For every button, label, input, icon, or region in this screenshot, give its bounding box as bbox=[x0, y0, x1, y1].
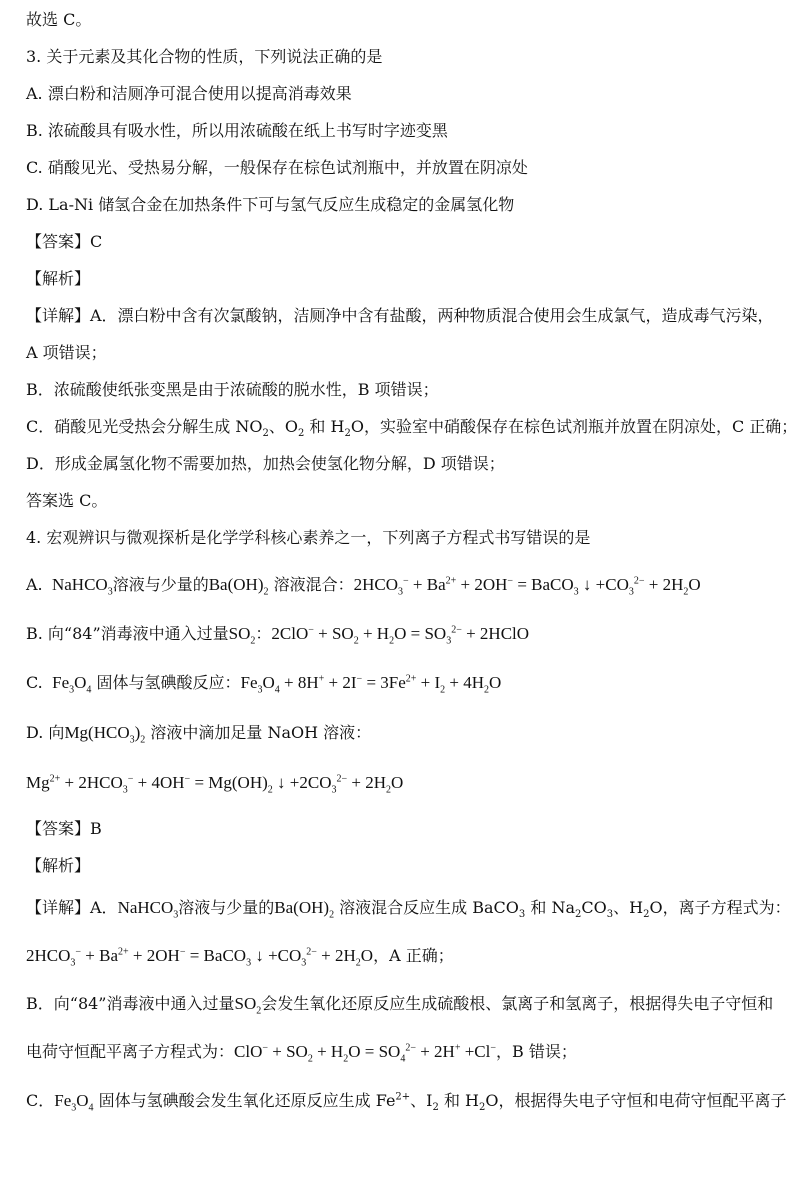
q3-option-c: C. 硝酸见光、受热易分解，一般保存在棕色试剂瓶中，并放置在阴凉处 bbox=[26, 158, 528, 177]
q4-b-colon: ： bbox=[255, 624, 272, 643]
q4-detail-a-mid1: 溶液与少量的 bbox=[178, 898, 275, 917]
q4-detail-b-line2-text: 电荷守恒配平离子方程式为： bbox=[26, 1042, 235, 1061]
so2-formula-2: $SO_2$ bbox=[234, 994, 262, 1017]
baoh2-formula-2: $Ba(OH)_2$ bbox=[274, 898, 335, 921]
q4-d-text: 溶液中滴加足量 NaOH 溶液： bbox=[150, 723, 372, 742]
q4-option-b bbox=[26, 623, 780, 645]
q4-d-equation-text: $Mg^{2+} + 2HCO_3^- + 4OH^- = Mg(OH)_2$ ↓ $+2CO_3^{2-} + 2H_2O$ bbox=[26, 773, 404, 796]
q4-detail-b-line1 bbox=[26, 993, 780, 1015]
q3-detail-a-line1: 【详解】A．漂白粉中含有次氯酸钠，洁厕净中含有盐酸，两种物质混合使用会生成氯气，造成毒气污染， bbox=[26, 306, 774, 325]
q4-d-label: D. 向 bbox=[26, 723, 65, 742]
nahco3-formula-2: NaHCO$_3$ bbox=[117, 898, 179, 921]
nahco3-formula: NaHCO$_3$ bbox=[47, 575, 113, 598]
q4-detail-c-pre: C． bbox=[26, 1091, 55, 1110]
q4-detail-a-post: O，离子方程式为： bbox=[649, 898, 791, 917]
q4-detail-a-mid2: 溶液混合反应生成 BaCO bbox=[339, 898, 519, 917]
previous-conclusion: 故选 C。 bbox=[26, 10, 92, 29]
q4-a-label: A. bbox=[26, 575, 43, 594]
q3-detail-b: B．浓硫酸使纸张变黑是由于浓硫酸的脱水性，B 项错误； bbox=[26, 380, 439, 399]
q4-option-c bbox=[26, 672, 780, 694]
q4-option-d bbox=[26, 722, 780, 744]
q4-detail-b-line2 bbox=[26, 1041, 780, 1063]
q4-detail-b-pre: B．向“84”消毒液中通入过量 bbox=[26, 994, 235, 1013]
q3-detail-c-post: O，实验室中硝酸保存在棕色试剂瓶并放置在阴凉处，C 正确； bbox=[350, 417, 798, 436]
q4-analysis-label: 【解析】 bbox=[26, 856, 91, 875]
q3-detail-c-pre: C．硝酸见光受热会分解生成 NO bbox=[26, 417, 263, 436]
q4-c-text: 固体与氢碘酸反应： bbox=[96, 673, 241, 692]
q4-d-equation bbox=[26, 772, 780, 794]
q4-a-equation: $2HCO_3^- + Ba^{2+} + 2OH^-$ = BaCO$_3$ ↓ $+CO_3^{2-} + 2H_2O$ bbox=[353, 575, 701, 598]
q3-analysis-label: 【解析】 bbox=[26, 269, 91, 288]
q4-detail-a-line1: 【详解】A．NaHCO$_3$溶液与少量的$Ba(OH)_2$ 溶液混合反应生成 BaCO$_3$ 和 $Na_2CO_3$、$H_2O$，离子方程式为： bbox=[26, 898, 791, 921]
so2-formula: $SO_2$ bbox=[228, 624, 256, 647]
q3-detail-d: D．形成金属氢化物不需要加热，加热会使氢化物分解，D 项错误； bbox=[26, 454, 505, 473]
q3-option-d: D. La-Ni 储氢合金在加热条件下可与氢气反应生成稳定的金属氢化物 bbox=[26, 195, 515, 214]
q3-answer: 【答案】C bbox=[26, 232, 103, 251]
q4-answer: 【答案】B bbox=[26, 819, 102, 838]
q3-final: 答案选 C。 bbox=[26, 491, 108, 510]
fe3o4-formula-2: $Fe_3O_4$ bbox=[54, 1091, 94, 1114]
q4-detail-c-post: O，根据得失电子守恒和电荷守恒配平离子 bbox=[485, 1091, 787, 1110]
q4-c-label: C. bbox=[26, 673, 43, 692]
q4-detail-a-mid4: CO bbox=[581, 898, 607, 917]
q4-c-equation: $Fe_3O_4 + 8H^+ + 2I^- = 3Fe^{2+} + I_2 + 4H_2O$ bbox=[240, 673, 502, 696]
q3-option-b: B. 浓硫酸具有吸水性，所以用浓硫酸在纸上书写时字迹变黑 bbox=[26, 121, 448, 140]
q4-detail-a-end: ，A 正确； bbox=[373, 946, 454, 965]
q3-stem: 3. 关于元素及其化合物的性质，下列说法正确的是 bbox=[26, 47, 383, 66]
mghco3-formula: $Mg(HCO_3)_2$ bbox=[64, 723, 146, 746]
q3-option-a: A. 漂白粉和洁厕净可混合使用以提高消毒效果 bbox=[26, 84, 352, 103]
q4-b-equation: $2ClO^- + SO_2 + H_2O = SO_3^{2-}$ + 2HClO bbox=[271, 624, 530, 647]
baoh2-formula: $Ba(OH)_2$ bbox=[208, 575, 269, 598]
q4-detail-b-end: ，B 错误； bbox=[496, 1042, 577, 1061]
q4-detail-c-mid: 固体与氢碘酸会发生氧化还原反应生成 Fe bbox=[98, 1091, 396, 1110]
q4-a-text2: 溶液混合： bbox=[273, 575, 354, 594]
q4-stem: 4. 宏观辨识与微观探析是化学学科核心素养之一，下列离子方程式书写错误的是 bbox=[26, 528, 591, 547]
q4-detail-c-mid2: 、I bbox=[410, 1091, 433, 1110]
q4-detail-b-equation: $ClO^- + SO_2 + H_2O = SO_4^{2-} + 2H^+ +Cl^-$ bbox=[234, 1042, 497, 1065]
q4-detail-a-mid5: 、H bbox=[613, 898, 644, 917]
q3-detail-c-mid1: 、O bbox=[268, 417, 298, 436]
q4-b-label: B. 向“84”消毒液中通入过量 bbox=[26, 624, 229, 643]
q3-detail-c-mid2: 和 H bbox=[304, 417, 345, 436]
q4-a-text1: 溶液与少量的 bbox=[112, 575, 209, 594]
q4-detail-c-line1: C．$Fe_3O_4$ 固体与氢碘酸会发生氧化还原反应生成 $Fe^{2+}$、$I_2$ 和 $H_2O$，根据得失电子守恒和电荷守恒配平离子 bbox=[26, 1091, 787, 1114]
q3-detail-a-line2: A 项错误； bbox=[26, 343, 107, 362]
q4-option-a bbox=[26, 574, 780, 596]
q4-detail-a-line2 bbox=[26, 945, 780, 967]
q3-detail-c: C．硝酸见光受热会分解生成 $NO_2$、$O_2$ 和 $H_2O$，实验室中硝酸保存在棕色试剂瓶并放置在阴凉处，C 正确； bbox=[26, 417, 798, 440]
q4-detail-a-mid3: 和 Na bbox=[525, 898, 575, 917]
q4-detail-a-pre: 【详解】A． bbox=[26, 898, 118, 917]
q4-detail-a-equation: $2HCO_3^- + Ba^{2+} + 2OH^-$ = BaCO$_3$ ↓ $+CO_3^{2-} + 2H_2O$ bbox=[26, 946, 374, 969]
fe3o4-formula: $Fe_3O_4$ bbox=[47, 673, 92, 696]
q4-detail-c-mid3: 和 H bbox=[438, 1091, 480, 1110]
q4-detail-b-post: 会发生氧化还原反应生成硫酸根、氯离子和氢离子，根据得失电子守恒和 bbox=[261, 994, 774, 1013]
